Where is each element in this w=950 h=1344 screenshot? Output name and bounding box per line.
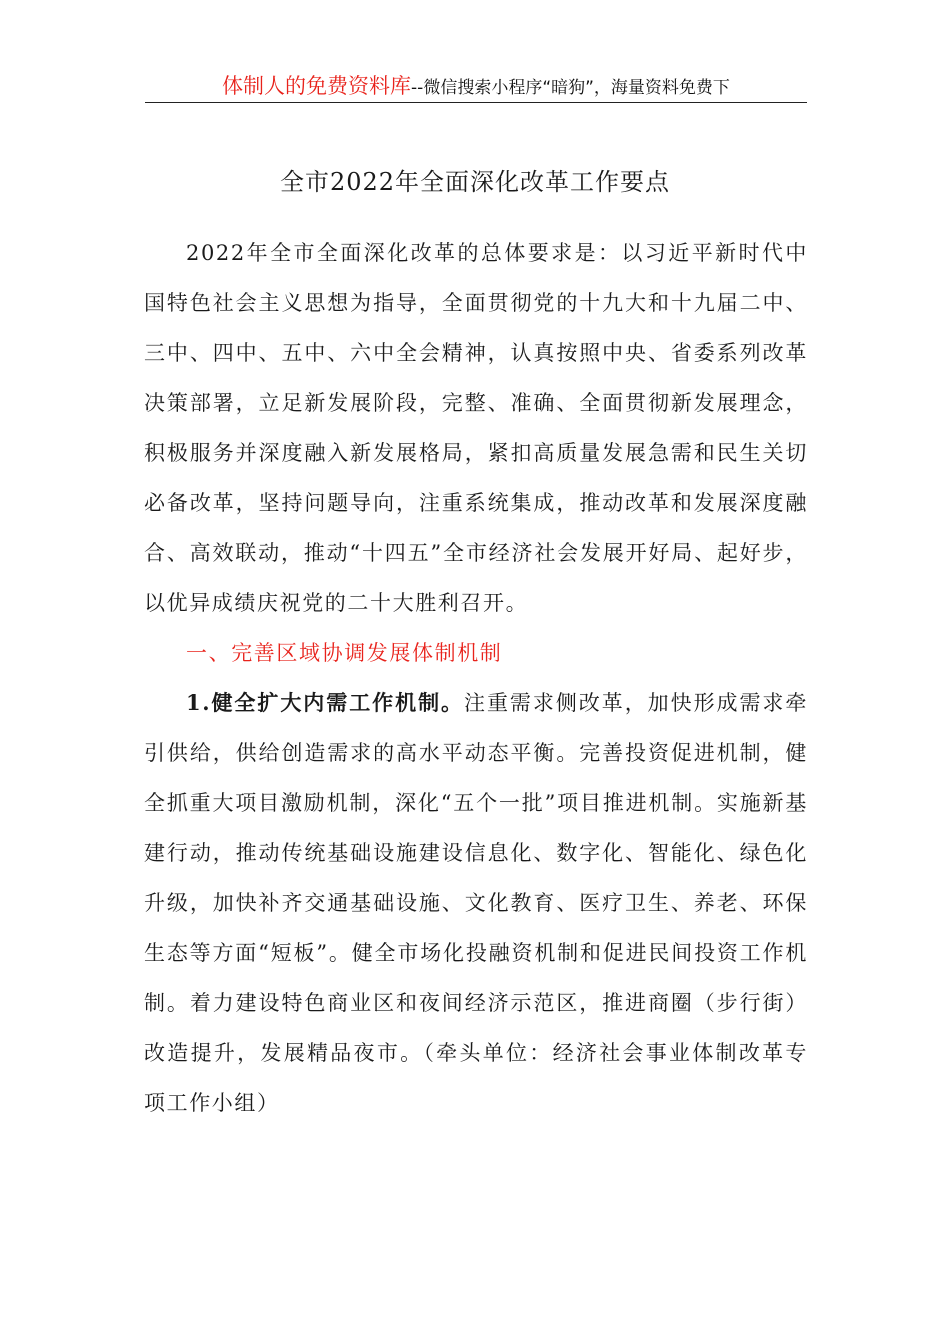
section-heading: 一、完善区域协调发展体制机制 [186,641,503,665]
item-paragraph [144,678,808,1128]
document-body [144,228,808,1128]
header-subtitle: --微信搜索小程序“暗狗”，海量资料免费下 [411,78,730,98]
item-title: 1.健全扩大内需工作机制。 [186,690,464,715]
intro-paragraph: 2022年全市全面深化改革的总体要求是：以习近平新时代中国特色社会主义思想为指导，全面贯彻党的十九大和十九届二中、三中、四中、五中、六中全会精神，认真按照中央、省委系列改革决策部署，立足新发展阶段，完整、准确、全面贯彻新发展理念，积极服务并深度融入新发展格局，紧扣高质量发展急需和民生关切必备改革，坚持问题导向，注重系统集成，推动改革和发展深度融合、高效联动，推动“十四五”全市经济社会发展开好局、起好步，以优异成绩庆祝党的二十大胜利召开。 [144,241,808,615]
header-brand: 体制人的免费资料库 [222,74,412,98]
document-title: 全市2022年全面深化改革工作要点 [279,168,671,196]
item-body: 注重需求侧改革，加快形成需求牵引供给，供给创造需求的高水平动态平衡。完善投资促进机制，健全抓重大项目激励机制，深化“五个一批”项目推进机制。实施新基建行动，推动传统基础设施建设信息化、数字化、智能化、绿色化升级，加快补齐交通基础设施、文化教育、医疗卫生、养老、环保生态等方面“短板”。健全市场化投融资机制和促进民间投资工作机制。着力建设特色商业区和夜间经济示范区，推进商圈（步行街）改造提升，发展精品夜市。（牵头单位：经济社会事业体制改革专项工作小组） [144,691,808,1115]
watermark-header [145,70,807,103]
